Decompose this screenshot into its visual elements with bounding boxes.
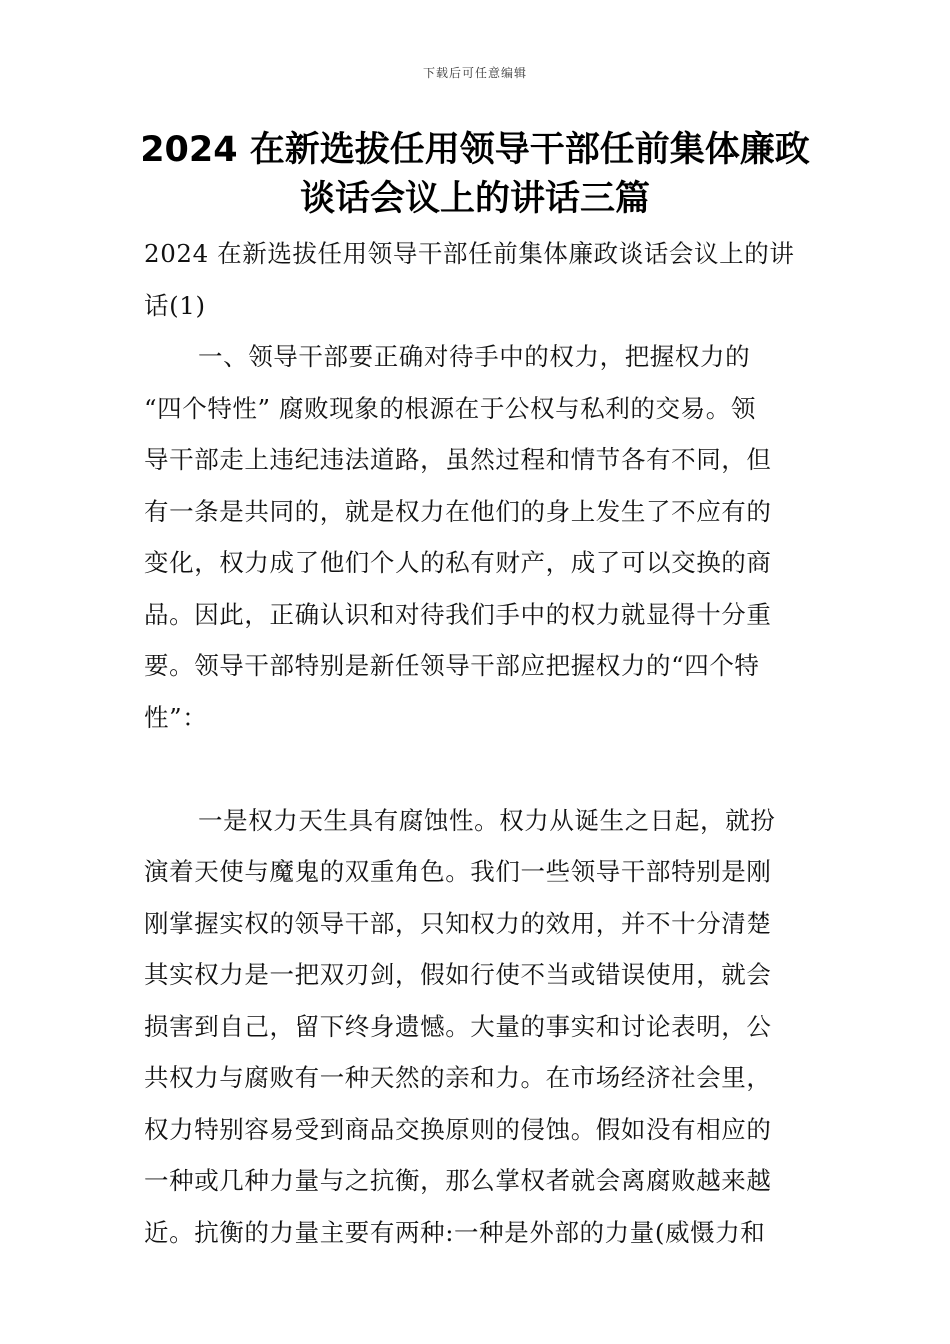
paragraph2-line: 刚掌握实权的领导干部，只知权力的效用，并不十分清楚: [144, 908, 772, 938]
paragraph1-line: 品。因此，正确认识和对待我们手中的权力就显得十分重: [144, 599, 772, 629]
document-title: [120, 126, 830, 224]
paragraph1-line: 一、领导干部要正确对待手中的权力，把握权力的: [198, 342, 751, 371]
paragraph1-line: 变化，权力成了他们个人的私有财产，成了可以交换的商: [144, 548, 772, 577]
paragraph2-line: 权力特别容易受到商品交换原则的侵蚀。假如没有相应的: [144, 1114, 772, 1144]
paragraph2-line: 共权力与腐败有一种天然的亲和力。在市场经济社会里，: [144, 1063, 772, 1092]
paragraph2-line: 其实权力是一把双刃剑，假如行使不当或错误使用，就会: [144, 960, 772, 989]
subtitle-line-2: 话(1): [144, 290, 206, 320]
subtitle-line-1: 2024 在新选拔任用领导干部任前集体廉政谈话会议上的讲: [144, 239, 795, 268]
paragraph1-line: 性”：: [144, 702, 208, 732]
paragraph2-line: 一是权力天生具有腐蚀性。权力从诞生之日起，就扮: [198, 805, 776, 835]
paragraph2-line: 损害到自己，留下终身遗憾。大量的事实和讨论表明，公: [144, 1011, 772, 1041]
paragraph1-line: 要。领导干部特别是新任领导干部应把握权力的“四个特: [144, 651, 760, 680]
title-line-2: 谈话会议上的讲话三篇: [299, 179, 650, 219]
paragraph-gap: [144, 743, 812, 795]
paragraph2-line: 演着天使与魔鬼的双重角色。我们一些领导干部特别是刚: [144, 857, 772, 886]
paragraph2-line: 一种或几种力量与之抗衡，那么掌权者就会离腐败越来越: [144, 1166, 772, 1195]
header-note: 下载后可任意编辑: [422, 66, 527, 80]
paragraph1-line: 有一条是共同的，就是权力在他们的身上发生了不应有的: [144, 496, 772, 526]
paragraph2-line: 近。抗衡的力量主要有两种:一种是外部的力量(威慑力和: [144, 1217, 766, 1247]
paragraph1-line: “四个特性” 腐败现象的根源在于公权与私利的交易。领: [144, 393, 756, 423]
document-body: [144, 228, 812, 1258]
title-line-1: 2024 在新选拔任用领导干部任前集体廉政: [140, 130, 810, 170]
paragraph1-line: 导干部走上违纪违法道路，虽然过程和情节各有不同，但: [144, 445, 772, 474]
